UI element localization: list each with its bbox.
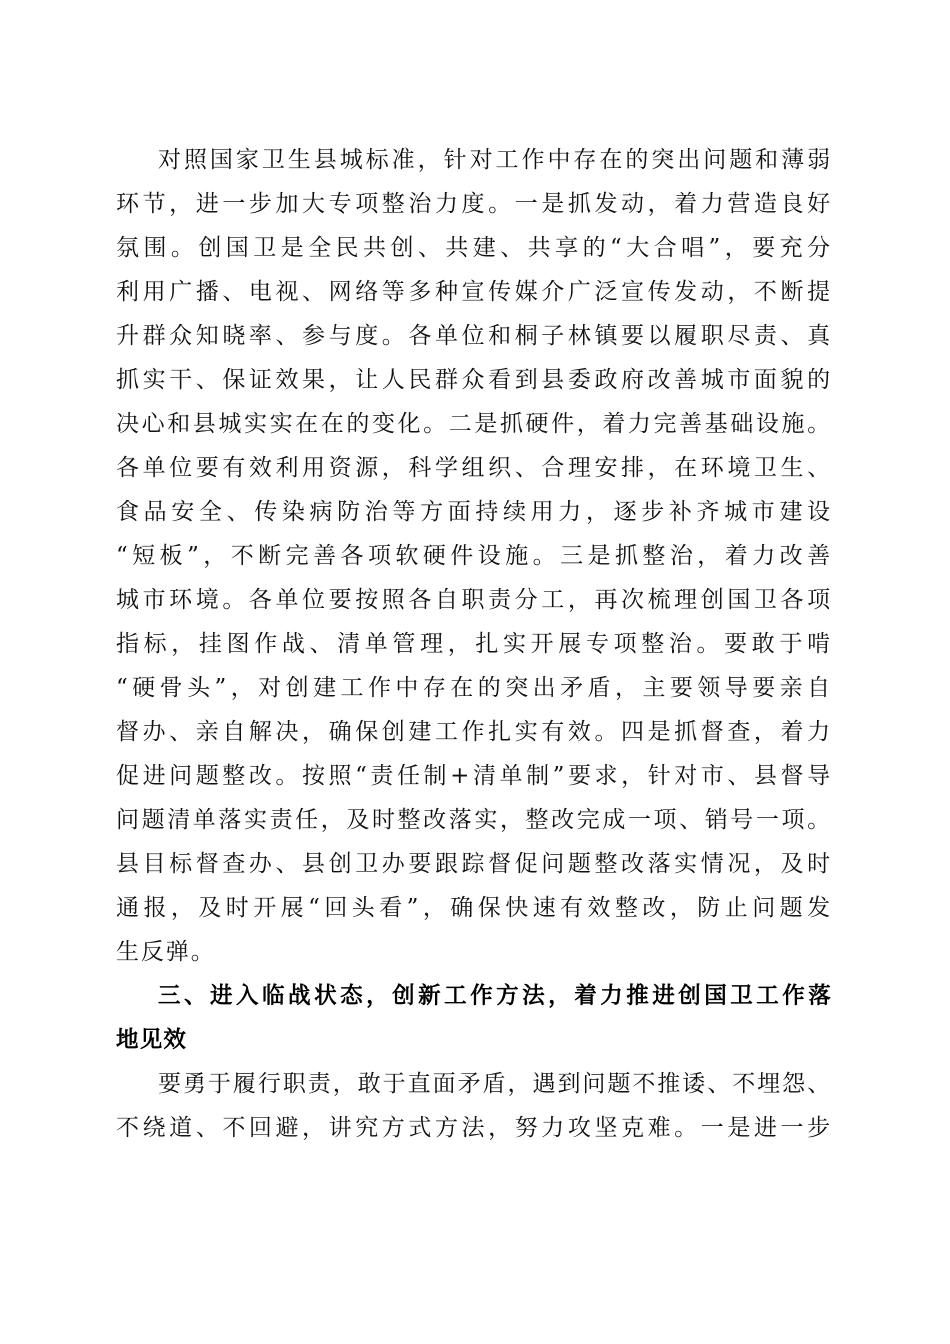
paragraph-1-line: 对照国家卫生县城标准，针对工作中存在的突出问题和薄弱 bbox=[158, 147, 832, 173]
paragraph-1-line: “短板”，不断完善各项软硬件设施。三是抓整治，着力改善 bbox=[116, 543, 832, 569]
paragraph-1-line: 抓实干、保证效果，让人民群众看到县委政府改善城市面貌的 bbox=[116, 367, 832, 393]
paragraph-1-line: 城市环境。各单位要按照各自职责分工，再次梳理创国卫各项 bbox=[116, 587, 832, 613]
section-heading-line: 地见效 bbox=[116, 1027, 188, 1053]
paragraph-1-line: 决心和县城实实在在的变化。二是抓硬件，着力完善基础设施。 bbox=[116, 411, 832, 437]
paragraph-2-line: 要勇于履行职责，敢于直面矛盾，遇到问题不推诿、不埋怨、 bbox=[158, 1071, 832, 1097]
paragraph-1-line: 食品安全、传染病防治等方面持续用力，逐步补齐城市建设 bbox=[116, 499, 832, 525]
paragraph-1-line: 县目标督查办、县创卫办要跟踪督促问题整改落实情况，及时 bbox=[116, 851, 832, 877]
paragraph-1-line: 督办、亲自解决，确保创建工作扎实有效。四是抓督查，着力 bbox=[116, 719, 832, 745]
paragraph-1-line: 生反弹。 bbox=[116, 939, 216, 965]
paragraph-1-line: 利用广播、电视、网络等多种宣传媒介广泛宣传发动，不断提 bbox=[116, 279, 832, 305]
paragraph-2-line: 不绕道、不回避，讲究方式方法，努力攻坚克难。一是进一步 bbox=[116, 1115, 832, 1141]
paragraph-1-line: “硬骨头”，对创建工作中存在的突出矛盾，主要领导要亲自 bbox=[116, 675, 832, 701]
section-heading-line: 三、进入临战状态，创新工作方法，着力推进创国卫工作落 bbox=[158, 983, 832, 1009]
paragraph-1-line: 通报，及时开展“回头看”，确保快速有效整改，防止问题发 bbox=[116, 895, 832, 921]
paragraph-1-line: 各单位要有效利用资源，科学组织、合理安排，在环境卫生、 bbox=[116, 455, 832, 481]
paragraph-1-line: 氛围。创国卫是全民共创、共建、共享的“大合唱”，要充分 bbox=[116, 235, 832, 261]
paragraph-1-line: 问题清单落实责任，及时整改落实，整改完成一项、销号一项。 bbox=[116, 807, 832, 833]
paragraph-1-line: 促进问题整改。按照“责任制+清单制”要求，针对市、县督导 bbox=[116, 763, 832, 789]
paragraph-1-line: 升群众知晓率、参与度。各单位和桐子林镇要以履职尽责、真 bbox=[116, 323, 832, 349]
paragraph-1-line: 指标，挂图作战、清单管理，扎实开展专项整治。要敢于啃 bbox=[116, 631, 832, 657]
paragraph-1-line: 环节，进一步加大专项整治力度。一是抓发动，着力营造良好 bbox=[116, 191, 832, 217]
